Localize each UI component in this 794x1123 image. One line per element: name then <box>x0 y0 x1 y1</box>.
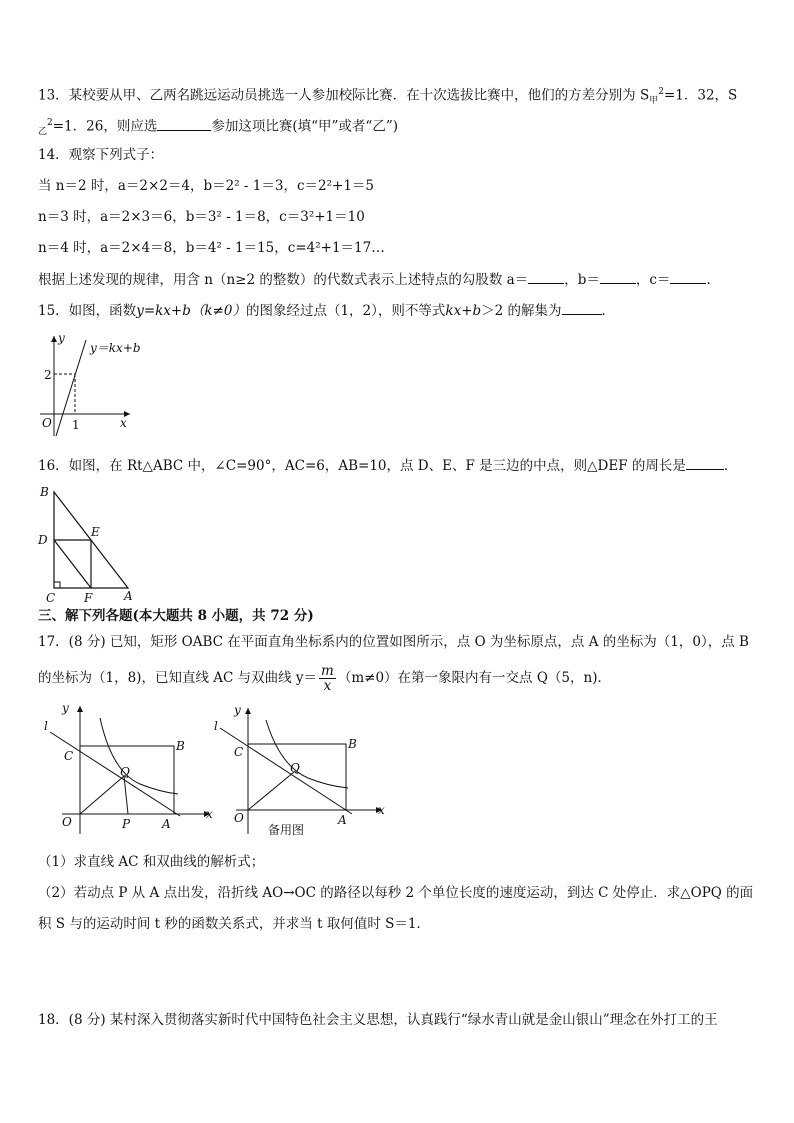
q17-figure-1 <box>40 700 220 840</box>
x-axis-label: x <box>378 803 385 817</box>
tick-y-label: 2 <box>44 368 52 382</box>
tick-x-label: 1 <box>72 418 80 432</box>
answer-blank-b[interactable] <box>600 269 636 284</box>
q13-line1: 13．某校要从甲、乙两名跳远运动员挑选一人参加校际比赛．在十次选拔比赛中，他们的方差分别为 $S_甲^2=1$．32，S <box>38 87 738 107</box>
q14-ask: 根据上述发现的规律，用含 n（n≥2 的整数）的代数式表示上述特点的勾股数 a＝ ，b＝ ，c＝ ． <box>38 269 720 290</box>
section-3-heading: 三、解下列各题(本大题共 8 小题，共 72 分) <box>38 608 314 624</box>
point-b-label: B <box>348 737 357 751</box>
line-label: y＝kx+b <box>90 341 141 355</box>
q14-title: 14．观察下列式子： <box>38 147 164 163</box>
q17-figure-2 <box>212 700 402 840</box>
q15-text: 15．如图，函数y=kx+b（k≠0）的图象经过点（1，2），则不等式kx+b＞2 的解集为 ． <box>38 300 615 321</box>
vertex-d-label: D <box>38 533 48 547</box>
answer-blank[interactable] <box>562 300 602 315</box>
y-axis-label: y <box>58 331 65 345</box>
q14-row2: n＝3 时，a＝2×3＝6，b＝3² - 1＝8，c＝3²+1＝10 <box>38 209 365 225</box>
y-axis-label: y <box>234 703 241 717</box>
answer-blank-a[interactable] <box>528 269 564 284</box>
figure-caption: 备用图 <box>268 823 305 837</box>
q17-line2: 的坐标为（1，8)，已知直线 AC 与双曲线 y＝ $\frac{m}{x}$ （m≠0）在第一象限内有一交点 Q（5，n)． <box>38 663 611 694</box>
vertex-c-label: C <box>46 591 56 605</box>
q17-part1: （1）求直线 AC 和双曲线的解析式； <box>38 854 265 870</box>
q16-triangle-figure <box>34 482 144 605</box>
q17-line1: 17．(8 分) 已知，矩形 OABC 在平面直角坐标系内的位置如图所示，点 O 为坐标原点，点 A 的坐标为（1，0），点 B <box>38 634 749 650</box>
x-axis-label: x <box>120 416 127 430</box>
origin-label: O <box>234 811 244 825</box>
point-q-label: Q <box>290 761 300 775</box>
line-l-label: l <box>214 719 218 733</box>
answer-blank[interactable] <box>686 455 724 470</box>
origin-label: O <box>62 815 72 829</box>
point-c-label: C <box>234 745 244 759</box>
point-a-label: A <box>338 813 347 827</box>
answer-blank[interactable] <box>157 116 211 131</box>
q14-row1: 当 n＝2 时，a＝2×2＝4，b＝2² - 1＝3，c＝2²+1＝5 <box>38 178 375 194</box>
point-p-label: P <box>122 817 131 831</box>
origin-label: O <box>42 416 52 430</box>
vertex-a-label: A <box>124 589 133 603</box>
q17-part2-line1: （2）若动点 P 从 A 点出发，沿折线 AO→OC 的路径以每秒 2 个单位长度的速度运动，到达 C 处停止．求△OPQ 的面 <box>38 885 754 901</box>
q15-graph <box>36 330 146 440</box>
vertex-f-label: F <box>84 591 93 605</box>
answer-blank-c[interactable] <box>670 269 706 284</box>
vertex-e-label: E <box>91 525 100 539</box>
vertex-b-label: B <box>40 485 49 499</box>
point-a-label: A <box>162 817 171 831</box>
q17-part2-line2: 积 S 与的运动时间 t 秒的函数关系式，并求当 t 取何值时 S＝1． <box>38 916 430 932</box>
q18-line1: 18．(8 分) 某村深入贯彻落实新时代中国特色社会主义思想，认真践行“绿水青山就是金山银山”理念在外打工的王 <box>38 1012 718 1028</box>
y-axis-label: y <box>62 701 69 715</box>
point-b-label: B <box>176 739 185 753</box>
point-q-label: Q <box>120 765 130 779</box>
q16-text: 16．如图，在 Rt△ABC 中，∠C=90°，AC=6，AB=10，点 D、E、F 是三边的中点，则△DEF 的周长是 ． <box>38 455 737 476</box>
q13-line2: $_乙^2$=1．26，则应选 参加这项比赛(填“甲”或者“乙”) <box>38 113 398 142</box>
point-c-label: C <box>64 749 74 763</box>
fraction-m-over-x: $\frac{m}{x}$ <box>321 663 334 694</box>
x-axis-label: x <box>206 807 213 821</box>
line-l-label: l <box>44 719 48 733</box>
q14-row3: n＝4 时，a＝2×4＝8，b＝4² - 1＝15，c=4²+1＝17… <box>38 240 385 256</box>
